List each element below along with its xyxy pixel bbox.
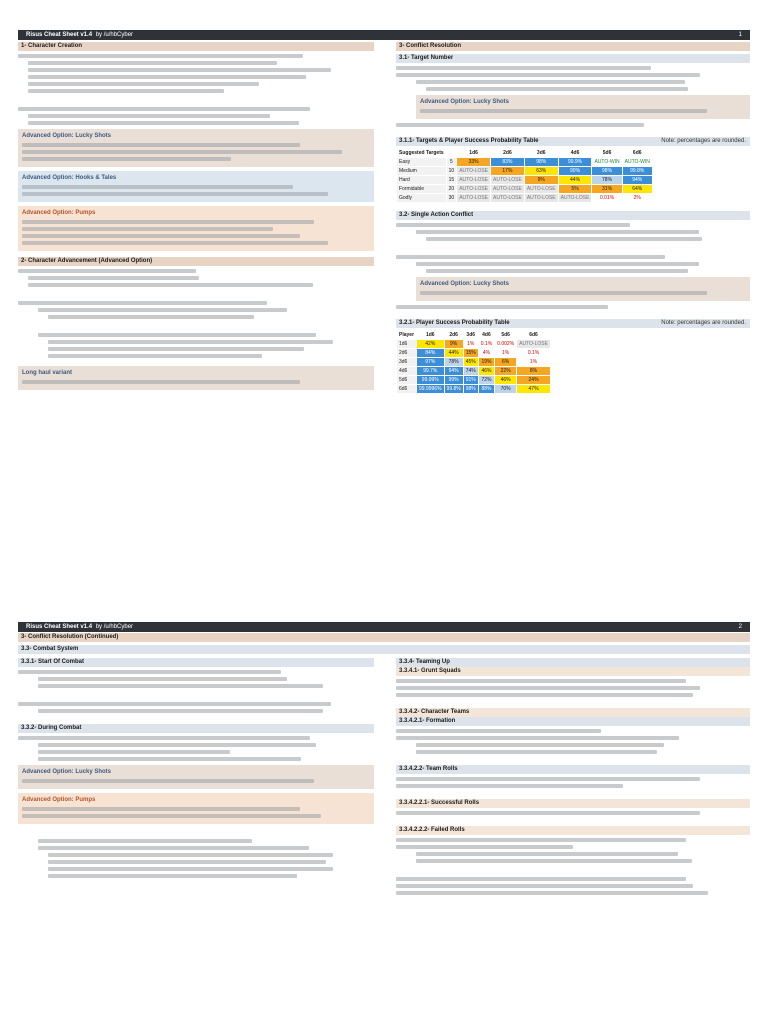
table-cell: 44% [444, 349, 463, 358]
table-cell: 83% [491, 158, 525, 167]
advanced-option-box [18, 206, 374, 251]
table-row [397, 376, 551, 385]
table-cell: AUTO-LOSE [524, 194, 558, 203]
table-header-cell: 5d6 [592, 149, 622, 158]
table-cell: 63% [524, 167, 558, 176]
table-row [397, 158, 653, 167]
table-cell: 42% [417, 340, 445, 349]
table-cell: 88% [478, 385, 494, 394]
table-header-cell: Player [397, 331, 417, 340]
table-cell: 99.8% [622, 167, 652, 176]
table-header-cell: 4d6 [558, 149, 592, 158]
table-cell: AUTO-LOSE [457, 194, 491, 203]
box-title: Advanced Option: Pumps [22, 210, 96, 217]
table-header-cell: 5d6 [495, 331, 517, 340]
box-title: Advanced Option: Lucky Shots [420, 99, 510, 105]
table-cell: 22% [495, 367, 517, 376]
table-cell: 6% [495, 358, 517, 367]
table-cell: 10 [446, 167, 457, 176]
subsection-header: 3.2- Single Action Conflict [396, 211, 750, 220]
subsection-header: 3.3.4- Teaming Up [396, 658, 750, 667]
table-cell: 5% [558, 185, 592, 194]
box-title: Advanced Option: Pumps [22, 797, 96, 804]
table-header-cell: 6d6 [622, 149, 652, 158]
table-cell: AUTO-LOSE [491, 194, 525, 203]
table-cell: 8% [517, 367, 551, 376]
table-cell: 17% [491, 167, 525, 176]
advanced-option-box [18, 793, 374, 824]
subsection-header: 3.3.4.1- Grunt Squads [396, 667, 750, 676]
targets-probability-table [396, 148, 653, 203]
table-cell: 5 [446, 158, 457, 167]
table-cell: Godly [397, 194, 447, 203]
table-header-cell: 2d6 [491, 149, 525, 158]
table-cell: 94% [444, 367, 463, 376]
variant-box [18, 366, 374, 390]
subsection-header: 3.3.4.2- Character Teams [396, 708, 750, 717]
table-cell: 70% [495, 385, 517, 394]
table-cell: 78% [592, 176, 622, 185]
sheet-author: by /u/hbCyber [95, 624, 134, 630]
table-cell: AUTO-LOSE [558, 194, 592, 203]
table-row [397, 194, 653, 203]
table-cell: 74% [463, 367, 478, 376]
subsection-header: 3.3.4.2.2.2- Failed Rolls [396, 826, 750, 835]
section-header: 2- Character Advancement (Advanced Option) [18, 257, 374, 266]
table-header-cell [446, 149, 457, 158]
sheet-title: Risus Cheat Sheet v1.4 [26, 32, 93, 38]
table-cell: 1% [517, 358, 551, 367]
table-cell: AUTO-LOSE [491, 176, 525, 185]
table-cell: 9% [524, 176, 558, 185]
table-cell: 72% [478, 376, 494, 385]
table-cell: 2d6 [397, 349, 417, 358]
table-cell: 64% [622, 185, 652, 194]
box-title: Advanced Option: Lucky Shots [420, 281, 510, 288]
table-cell: 19% [478, 358, 494, 367]
right-column [396, 658, 750, 898]
table-cell: Medium [397, 167, 447, 176]
box-title: Advanced Option: Lucky Shots [22, 133, 112, 139]
table-cell: 99.9996% [417, 385, 445, 394]
table-cell: AUTO-WIN [592, 158, 622, 167]
section-header: 3- Conflict Resolution [396, 42, 750, 51]
table-title: 3.1.1- Targets & Player Success Probability Table Note: percentages are rounded. [396, 137, 750, 146]
table-cell: 5d6 [397, 376, 417, 385]
table-cell: 45% [463, 358, 478, 367]
table-cell: 84% [417, 349, 445, 358]
subsection-header: 3.3- Combat System [18, 645, 750, 654]
page-number: 1 [738, 32, 742, 38]
table-cell: AUTO-LOSE [457, 167, 491, 176]
table-cell: Formidable [397, 185, 447, 194]
table-cell: 31% [592, 185, 622, 194]
table-row [397, 340, 551, 349]
table-header-cell: 2d6 [444, 331, 463, 340]
table-title: 3.2.1- Player Success Probability Table Note: percentages are rounded. [396, 319, 750, 328]
table-row [397, 185, 653, 194]
page-header-band [18, 622, 750, 632]
table-cell: 0.1% [478, 340, 494, 349]
table-header-cell: Suggested Targets [397, 149, 447, 158]
box-title: Advanced Option: Lucky Shots [22, 769, 112, 775]
table-cell: 15 [446, 176, 457, 185]
table-cell: 99.8% [444, 385, 463, 394]
table-cell: 98% [592, 167, 622, 176]
subsection-header: 3.3.4.2.2.1- Successful Rolls [396, 799, 750, 808]
table-cell: 0.002% [495, 340, 517, 349]
table-header-cell: 3d6 [463, 331, 478, 340]
table-cell: AUTO-LOSE [491, 185, 525, 194]
table-row [397, 176, 653, 185]
table-header-cell: 4d6 [478, 331, 494, 340]
advanced-option-box [18, 129, 374, 167]
section-header: 1- Character Creation [18, 42, 374, 51]
table-cell: 0.1% [517, 349, 551, 358]
sheet-author: by /u/hbCyber [95, 32, 134, 38]
table-cell: AUTO-LOSE [524, 185, 558, 194]
right-column [396, 42, 750, 394]
table-cell: 33% [457, 158, 491, 167]
subsection-header: 3.3.4.2.2- Team Rolls [396, 765, 750, 774]
subsection-header: 3.3.4.2.1- Formation [396, 717, 750, 726]
left-column [18, 42, 374, 394]
player-probability-table [396, 330, 551, 394]
table-cell: 46% [478, 367, 494, 376]
table-cell: 30 [446, 194, 457, 203]
table-cell: 24% [517, 376, 551, 385]
table-cell: 98% [524, 158, 558, 167]
advanced-option-box [416, 95, 750, 119]
table-row [397, 367, 551, 376]
section-header: 3- Conflict Resolution (Continued) [18, 633, 750, 642]
page-number: 2 [738, 624, 742, 630]
subsection-header: 3.3.1- Start Of Combat [18, 658, 374, 667]
table-cell: AUTO-LOSE [457, 185, 491, 194]
table-cell: 98% [463, 385, 478, 394]
sheet-title: Risus Cheat Sheet v1.4 [26, 624, 93, 630]
advanced-option-box [18, 765, 374, 789]
table-row [397, 349, 551, 358]
table-cell: 99.9% [558, 158, 592, 167]
table-cell: 4d6 [397, 367, 417, 376]
table-cell: 97% [417, 358, 445, 367]
subsection-header: 3.1- Target Number [396, 54, 750, 63]
table-cell: 44% [558, 176, 592, 185]
table-cell: 15% [463, 349, 478, 358]
table-cell: 0.01% [592, 194, 622, 203]
table-cell: Hard [397, 176, 447, 185]
advanced-option-box [416, 277, 750, 301]
table-row [397, 385, 551, 394]
table-cell: 1% [463, 340, 478, 349]
table-header-cell: 3d6 [524, 149, 558, 158]
table-cell: 6d6 [397, 385, 417, 394]
table-cell: 4% [478, 349, 494, 358]
table-cell: 91% [463, 376, 478, 385]
table-cell: AUTO-LOSE [517, 340, 551, 349]
advanced-option-box [18, 171, 374, 202]
table-cell: 2% [622, 194, 652, 203]
table-cell: 99.7% [417, 367, 445, 376]
table-cell: 47% [517, 385, 551, 394]
left-column [18, 658, 374, 881]
table-header-cell: 6d6 [517, 331, 551, 340]
table-header-cell: 1d6 [417, 331, 445, 340]
table-cell: 1d6 [397, 340, 417, 349]
table-cell: 1% [495, 349, 517, 358]
table-cell: 94% [622, 176, 652, 185]
subsection-header: 3.3.2- During Combat [18, 724, 374, 733]
table-cell: AUTO-WIN [622, 158, 652, 167]
table-cell: 99% [444, 376, 463, 385]
table-row [397, 167, 653, 176]
table-row [397, 358, 551, 367]
sheet-page-1 [0, 10, 768, 590]
table-cell: 78% [444, 358, 463, 367]
table-cell: AUTO-LOSE [457, 176, 491, 185]
table-cell: 3d6 [397, 358, 417, 367]
box-title: Long haul variant [22, 370, 73, 377]
table-cell: Easy [397, 158, 447, 167]
sheet-page-2 [0, 620, 768, 1024]
table-header-cell: 1d6 [457, 149, 491, 158]
table-cell: 99.99% [417, 376, 445, 385]
table-cell: 20 [446, 185, 457, 194]
box-title: Advanced Option: Hooks & Tales [22, 175, 117, 182]
page-header-band [18, 30, 750, 40]
table-cell: 90% [558, 167, 592, 176]
table-cell: 46% [495, 376, 517, 385]
table-cell: 9% [444, 340, 463, 349]
